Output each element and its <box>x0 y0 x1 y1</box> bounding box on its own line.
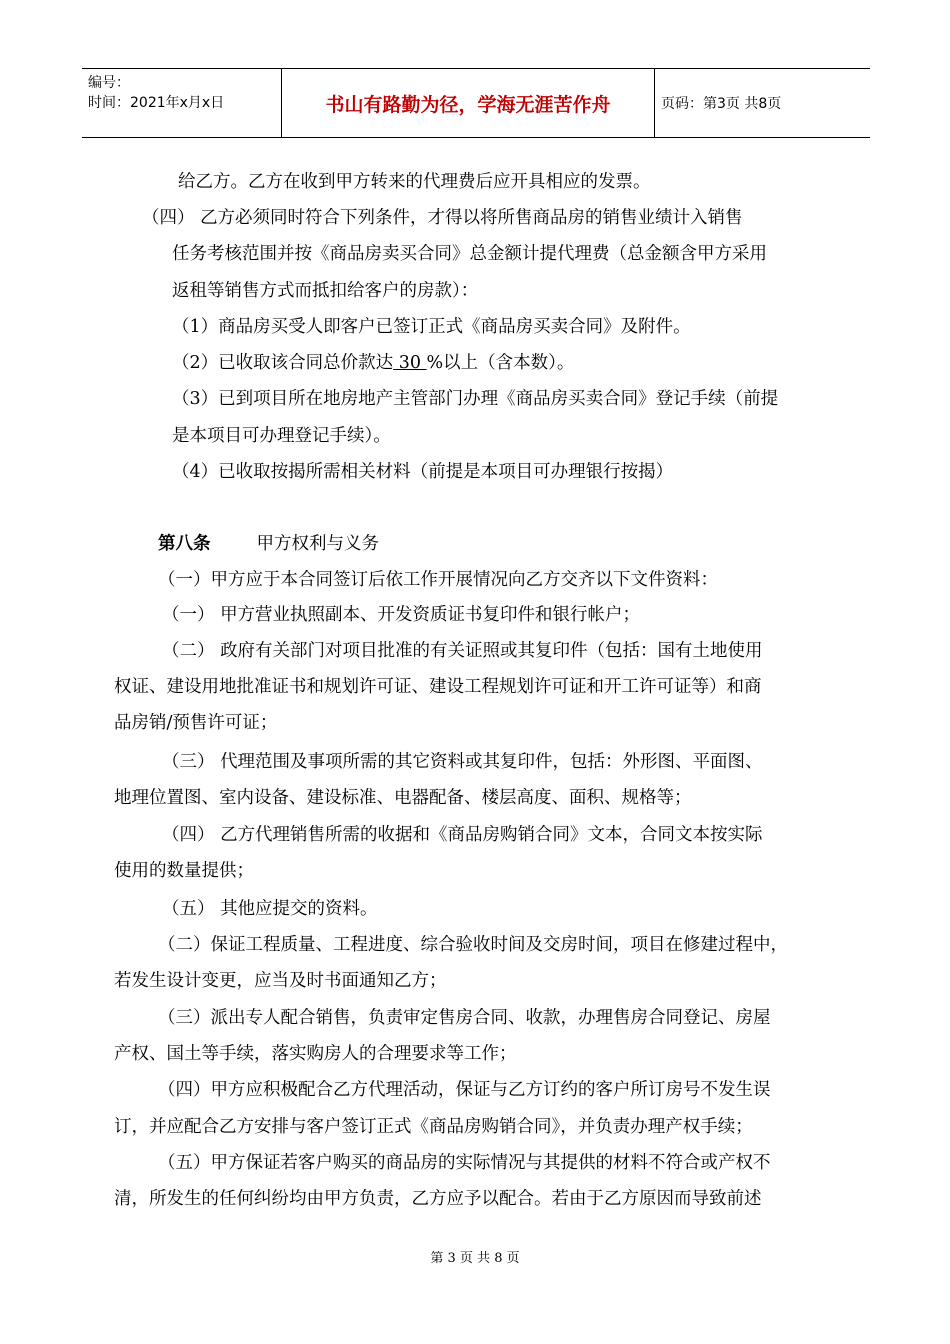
body-line: 返租等销售方式而抵扣给客户的房款）： <box>172 281 479 301</box>
time-label: 时间：2021年x月x日 <box>88 95 225 111</box>
header-motto: 书山有路勤为径，学海无涯苦作舟 <box>282 69 655 137</box>
page-footer: 第 3 页 共 8 页 <box>430 1251 520 1266</box>
body-line: （四） 乙方必须同时符合下列条件，才得以将所售商品房的销售业绩计入销售 <box>142 208 743 228</box>
body-line: 权证、建设用地批准证书和规划许可证、建设工程规划许可证和开工许可证等）和商 <box>114 677 762 697</box>
body-line: （二） 政府有关部门对项目批准的有关证照或其复印件（包括：国有土地使用 <box>162 641 763 661</box>
body-line: 产权、国土等手续，落实购房人的合理要求等工作； <box>114 1044 517 1064</box>
body-line: （4）已收取按揭所需相关材料（前提是本项目可办理银行按揭） <box>172 462 674 482</box>
body-line: （一）甲方应于本合同签订后依工作开展情况向乙方交齐以下文件资料： <box>158 570 718 590</box>
body-line: 任务考核范围并按《商品房卖买合同》总金额计提代理费（总金额含甲方采用 <box>172 244 767 264</box>
body-line: 品房销/预售许可证； <box>114 713 278 733</box>
body-line: 订，并应配合乙方安排与客户签订正式《商品房购销合同》，并负责办理产权手续； <box>114 1117 753 1137</box>
body-line: （三）派出专人配合销售，负责审定售房合同、收款，办理售房合同登记、房屋 <box>158 1008 771 1028</box>
body-line: （一） 甲方营业执照副本、开发资质证书复印件和银行帐户； <box>162 605 641 625</box>
article-heading <box>158 532 379 556</box>
body-line: 使用的数量提供； <box>114 861 254 881</box>
page-header <box>82 68 870 138</box>
body-line: （五） 其他应提交的资料。 <box>162 899 378 919</box>
serial-number-label: 编号： <box>88 75 130 91</box>
clause-text: （2）已收取该合同总价款达 <box>172 353 394 373</box>
body-line: （三） 代理范围及事项所需的其它资料或其复印件，包括：外形图、平面图、 <box>162 752 763 772</box>
header-meta <box>82 69 282 137</box>
body-line: （3）已到项目所在地房地产主管部门办理《商品房买卖合同》登记手续（前提 <box>172 389 779 409</box>
body-line: 清，所发生的任何纠纷均由甲方负责，乙方应予以配合。若由于乙方原因而导致前述 <box>114 1189 762 1209</box>
body-line: 地理位置图、室内设备、建设标准、电器配备、楼层高度、面积、规格等； <box>114 788 692 808</box>
body-line: （二）保证工程质量、工程进度、综合验收时间及交房时间，项目在修建过程中， <box>158 935 788 955</box>
percentage-value: 30 <box>393 353 427 373</box>
body-line: （四）甲方应积极配合乙方代理活动，保证与乙方订约的客户所订房号不发生误 <box>158 1080 771 1100</box>
body-line: （四） 乙方代理销售所需的收据和《商品房购销合同》文本，合同文本按实际 <box>162 825 763 845</box>
body-line: 是本项目可办理登记手续）。 <box>172 426 391 446</box>
article-number: 第八条 <box>158 534 211 554</box>
body-line: （1）商品房买受人即客户已签订正式《商品房买卖合同》及附件。 <box>172 317 691 337</box>
body-line <box>172 351 574 375</box>
body-line: 若发生设计变更，应当及时书面通知乙方； <box>114 971 447 991</box>
article-title: 甲方权利与义务 <box>256 534 379 554</box>
body-line: 给乙方。乙方在收到甲方转来的代理费后应开具相应的发票。 <box>178 172 651 192</box>
body-line: （五）甲方保证若客户购买的商品房的实际情况与其提供的材料不符合或产权不 <box>158 1153 771 1173</box>
header-page-number: 页码：第3页 共8页 <box>661 96 782 112</box>
clause-text: %以上（含本数）。 <box>426 353 575 373</box>
